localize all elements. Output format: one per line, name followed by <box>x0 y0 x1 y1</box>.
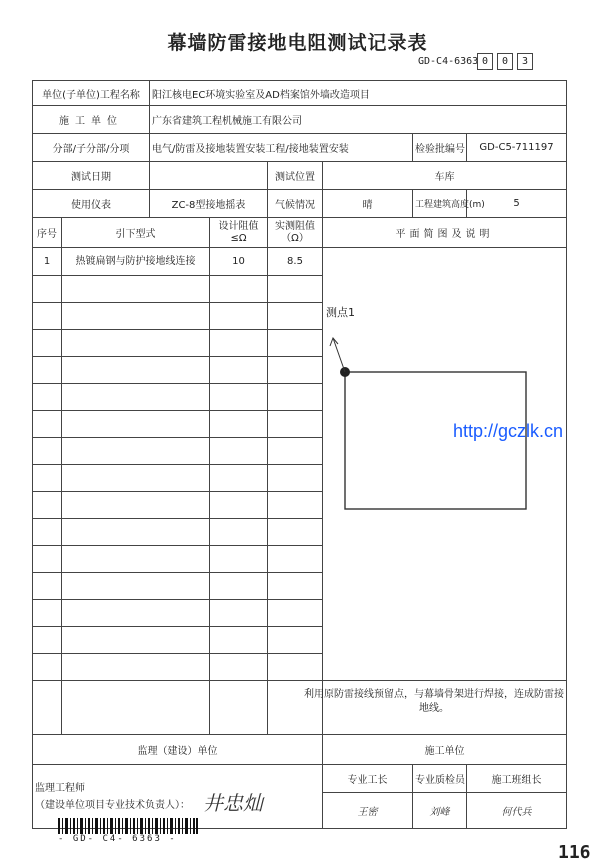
test-location-label: 测试位置 <box>268 162 323 190</box>
barcode <box>58 818 198 834</box>
construction-label: 施工单位 <box>33 106 150 134</box>
test-date-value <box>150 162 268 190</box>
test-date-label: 测试日期 <box>33 162 150 190</box>
barcode-text: - GD- C4- 6363 - <box>58 834 177 844</box>
empty-cell <box>62 519 210 546</box>
empty-cell <box>62 438 210 465</box>
empty-cell <box>62 303 210 330</box>
empty-cell <box>62 411 210 438</box>
supervision-unit: 监理（建设）单位 <box>33 735 323 765</box>
empty-cell <box>33 465 62 492</box>
empty-cell <box>210 384 268 411</box>
batch-label: 检验批编号 <box>413 134 467 162</box>
construction-unit: 施工单位 <box>323 735 567 765</box>
empty-cell <box>210 546 268 573</box>
code-box-2: 0 <box>497 53 513 70</box>
empty-cell <box>62 276 210 303</box>
empty-cell <box>210 411 268 438</box>
empty-cell <box>33 681 62 735</box>
row-type: 热镀扁钢与防护接地线连接 <box>62 248 210 276</box>
foreman-label: 专业工长 <box>323 765 413 793</box>
empty-cell <box>62 357 210 384</box>
foreman-signature: 王密 <box>323 793 413 829</box>
empty-cell <box>33 492 62 519</box>
empty-cell <box>62 492 210 519</box>
height-value: 5 <box>467 190 567 218</box>
unit-value: 阳江核电EC环境实验室及AD档案馆外墙改造项目 <box>150 81 567 106</box>
team-leader-label: 施工班组长 <box>467 765 567 793</box>
col-no: 序号 <box>33 218 62 248</box>
batch-value: GD-C5-711197 <box>467 134 567 162</box>
empty-cell <box>210 438 268 465</box>
form-code: GD-C4-6363 <box>418 56 479 67</box>
empty-cell <box>210 573 268 600</box>
col-design: 设计阻值≤Ω <box>210 218 268 248</box>
empty-cell <box>62 330 210 357</box>
empty-cell <box>62 546 210 573</box>
empty-cell <box>210 600 268 627</box>
empty-cell <box>210 519 268 546</box>
empty-cell <box>33 303 62 330</box>
empty-cell <box>33 654 62 681</box>
instrument-value: ZC-8型接地摇表 <box>150 190 268 218</box>
empty-cell <box>210 357 268 384</box>
row-actual: 8.5 <box>268 248 323 276</box>
empty-cell <box>210 303 268 330</box>
empty-cell <box>33 384 62 411</box>
team-leader-signature: 何代兵 <box>467 793 567 829</box>
empty-cell <box>33 438 62 465</box>
empty-cell <box>33 330 62 357</box>
col-actual: 实测阻值（Ω） <box>268 218 323 248</box>
point-arrow <box>333 338 345 372</box>
empty-cell <box>33 600 62 627</box>
test-location-value: 车库 <box>323 162 567 190</box>
test-point-label: 测点1 <box>326 306 355 319</box>
empty-cell <box>210 654 268 681</box>
page-number: 116 <box>558 842 591 863</box>
supervisor-label: 监理工程师 <box>35 783 85 794</box>
division-label: 分部/子分部/分项 <box>33 134 150 162</box>
row-design: 10 <box>210 248 268 276</box>
empty-cell <box>33 627 62 654</box>
empty-cell <box>62 600 210 627</box>
empty-cell <box>210 627 268 654</box>
empty-cell <box>210 276 268 303</box>
instrument-label: 使用仪表 <box>33 190 150 218</box>
empty-cell <box>62 384 210 411</box>
row-no: 1 <box>33 248 62 276</box>
empty-cell <box>62 654 210 681</box>
empty-cell <box>33 276 62 303</box>
supervisor-signature: 井忠灿 <box>203 791 263 815</box>
division-value: 电气/防雷及接地装置安装工程/接地装置安装 <box>150 134 413 162</box>
col-type: 引下型式 <box>62 218 210 248</box>
empty-cell <box>33 519 62 546</box>
unit-label: 单位(子单位)工程名称 <box>33 81 150 106</box>
code-box-1: 0 <box>477 53 493 70</box>
col-plan: 平面简图及说明 <box>323 218 567 248</box>
empty-cell <box>33 573 62 600</box>
empty-cell <box>210 465 268 492</box>
page-title: 幕墙防雷接地电阻测试记录表 <box>167 32 428 54</box>
empty-cell <box>62 681 210 735</box>
empty-cell <box>33 411 62 438</box>
weather-value: 晴 <box>323 190 413 218</box>
empty-cell <box>210 681 268 735</box>
plan-note: 利用原防雷接线预留点，与幕墙骨架进行焊接，连成防雷接地线。 <box>304 689 564 714</box>
empty-cell <box>62 627 210 654</box>
empty-cell <box>62 573 210 600</box>
height-label: 工程建筑高度(m) <box>413 190 467 218</box>
empty-cell <box>210 330 268 357</box>
weather-label: 气候情况 <box>268 190 323 218</box>
empty-cell <box>210 492 268 519</box>
empty-cell <box>62 465 210 492</box>
empty-cell <box>33 357 62 384</box>
supervisor-sub: （建设单位项目专业技术负责人）： <box>35 800 190 811</box>
inspector-signature: 刘峰 <box>413 793 467 829</box>
code-box-3: 3 <box>517 53 533 70</box>
watermark-link: http://gczlk.cn <box>453 421 564 441</box>
construction-value: 广东省建筑工程机械施工有限公司 <box>150 106 567 134</box>
empty-cell <box>33 546 62 573</box>
inspector-label: 专业质检员 <box>413 765 467 793</box>
